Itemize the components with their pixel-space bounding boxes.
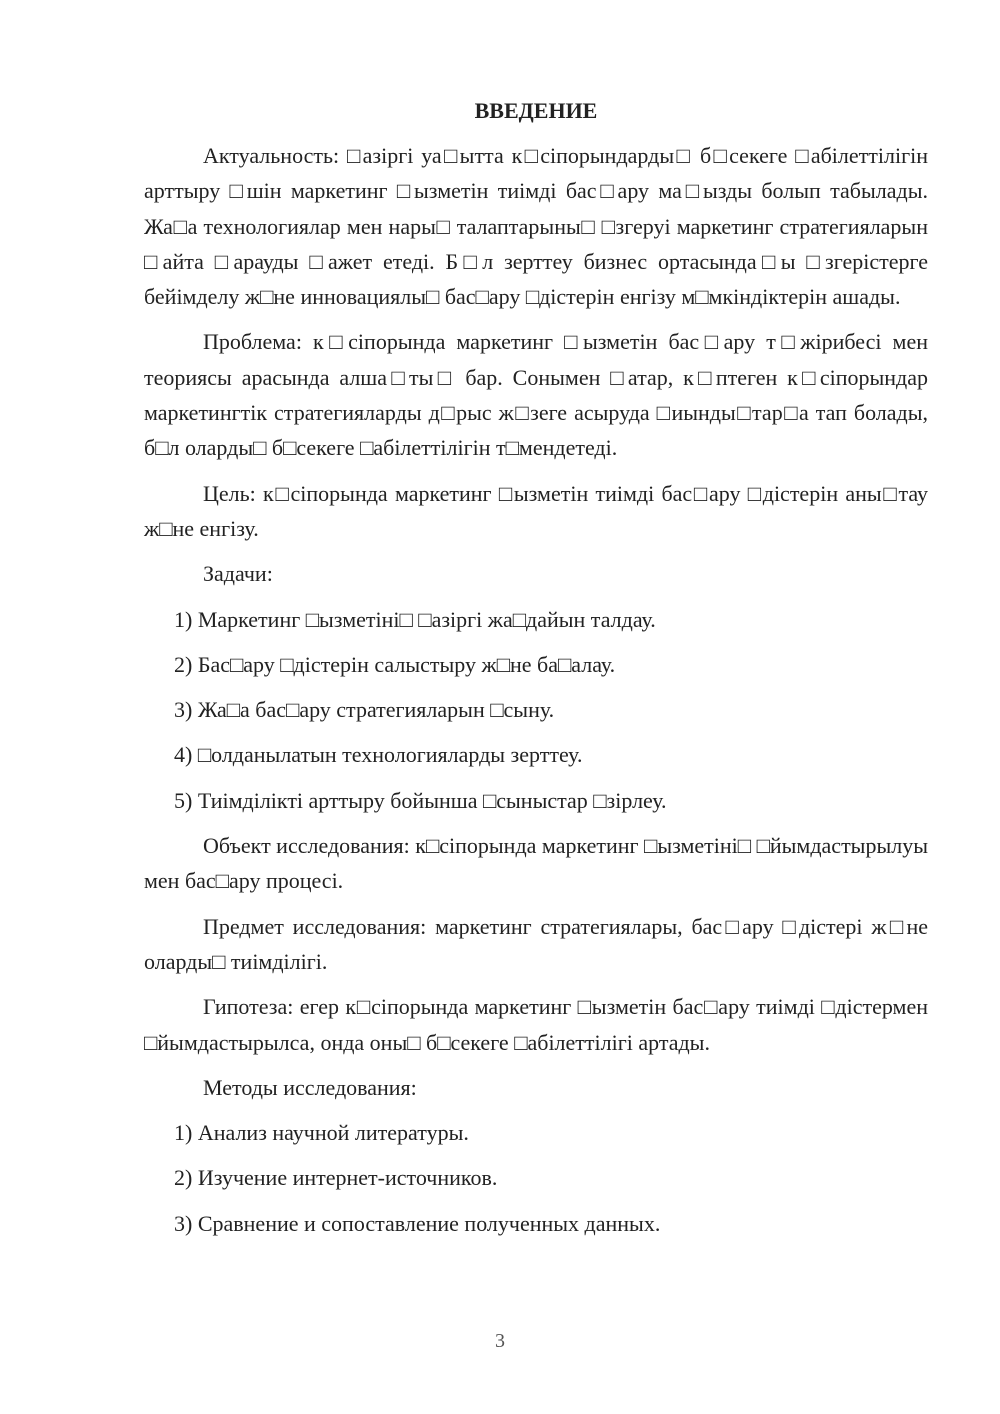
methods-label: Методы исследования: <box>203 1074 417 1100</box>
subject-paragraph: Предмет исследования: маркетинг стратегиялары, бас□ару □дістері ж□не оларды□ тиімділігі. <box>144 913 928 974</box>
document-title: ВВЕДЕНИЕ <box>474 98 598 123</box>
problem-paragraph: Проблема: к□сіпорында маркетинг □ызметін бас□ару т□жірибесі мен теориясы арасында алша□ты□ бар. Сонымен □атар, к□птеген к□сіпорындар маркетингтік стратегияларды д□рыс ж□зеге асыруда □иынды□тар□а тап болады, б□л оларды□ б□секеге □абілеттілігін т□мендетеді. <box>144 329 928 461</box>
task-item: 5) Тиімділікті арттыру бойынша □сыныстар □зірлеу. <box>174 787 667 813</box>
hypothesis-paragraph: Гипотеза: егер к□сіпорында маркетинг □ызметін бас□ару тиімді □дістермен □йымдастырылса, онда оны□ б□секеге □абілеттілігі артады. <box>144 994 928 1055</box>
page-number: 3 <box>495 1330 505 1352</box>
method-item: 3) Сравнение и сопоставление полученных данных. <box>174 1210 661 1236</box>
task-item: 1) Маркетинг □ызметіні□ □азіргі жа□дайын талдау. <box>174 606 656 632</box>
object-paragraph: Объект исследования: к□сіпорында маркетинг □ызметіні□ □йымдастырылуы мен бас□ару процесі. <box>144 833 929 894</box>
document-page <box>144 93 928 1251</box>
relevance-paragraph: Актуальность: □азіргі уа□ытта к□сіпорындарды□ б□секеге □абілеттілігін арттыру □шін маркетинг □ызметін тиімді бас□ару ма□ызды болып табылады. Жа□а технологиялар мен нары□ талаптарыны□ □згеруі маркетинг стратегияларын □айта □арауды □ажет етеді. Б□л зерттеу бизнес ортасында□ы □згерістерге бейімделу ж□не инновациялы□ бас□ару □дістерін енгізу м□мкіндіктерін ашады. <box>144 143 928 310</box>
method-item: 1) Анализ научной литературы. <box>174 1120 469 1146</box>
task-item: 2) Бас□ару □дістерін салыстыру ж□не ба□алау. <box>174 651 616 677</box>
task-item: 4) □олданылатын технологияларды зерттеу. <box>174 742 583 768</box>
tasks-label: Задачи: <box>203 561 273 587</box>
task-item: 3) Жа□а бас□ару стратегияларын □сыну. <box>174 697 555 723</box>
goal-paragraph: Цель: к□сіпорында маркетинг □ызметін тиімді бас□ару □дістерін аны□тау ж□не енгізу. <box>144 480 928 541</box>
method-item: 2) Изучение интернет-источников. <box>174 1165 498 1191</box>
